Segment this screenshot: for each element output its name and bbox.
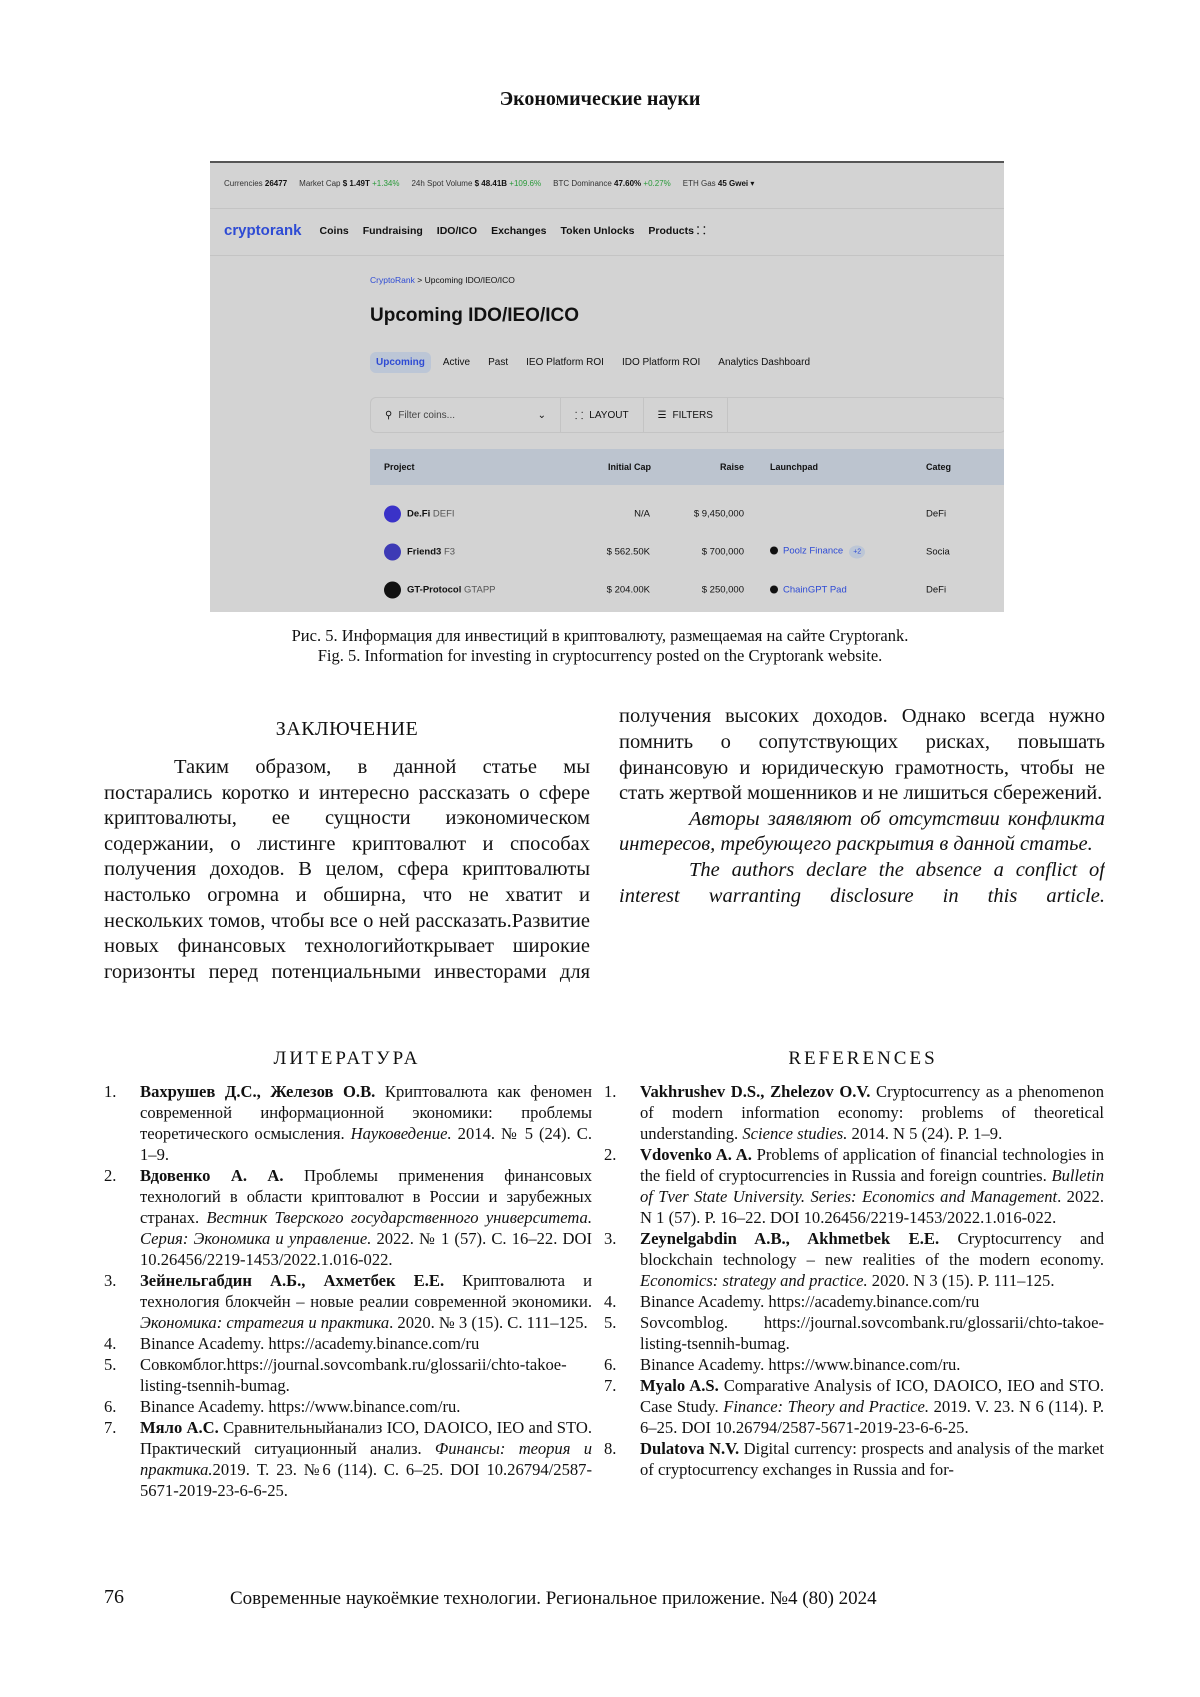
col-launchpad: Launchpad [770,462,819,472]
reference-item [604,1144,1104,1228]
filters-control [644,398,728,432]
reference-details: 2022. № 1 (57). С. 16–22. DOI 10.26456/2219-1453/2022.1.016-022. [140,1229,592,1269]
reference-item [104,1081,592,1165]
ticker-value: 47.60% [614,179,642,188]
reference-title: Сравнительныйанализ ICO, DAOICO, IEO and STO. Практический ситуационный анализ. [140,1418,592,1458]
reference-number: 3. [604,1229,617,1248]
ticker-value: $ 48.41B [474,179,508,188]
tab-analytics: Analytics Dashboard [718,357,811,368]
reference-text [640,1438,1104,1480]
reference-item [104,1165,592,1270]
reference-authors: Vakhrushev D.S., Zhelezov O.V. [640,1082,871,1101]
reference-title: Cryptocurrency and blockchain technology – new realities of the modern economy. [640,1229,1105,1269]
reference-number: 6. [604,1355,617,1374]
reference-journal: Вестник Тверского государственного университета. Серия: Экономика и управление. [140,1208,592,1248]
reference-item [104,1270,592,1333]
conclusion-col-right [619,704,1105,986]
project-name: Friend3 [407,546,442,558]
table-row [370,534,1004,570]
project-cell [384,582,496,599]
launchpad-link: Poolz Finance [783,545,844,557]
project-name: GT-Protocol [407,584,462,596]
tabs [370,352,816,373]
reference-text [140,1270,592,1333]
reference-authors: Zeynelgabdin A.B., Akhmetbek E.E. [640,1229,940,1248]
reference-title: Sovcomblog. https://journal.sovcombank.ru/glossarii/chto-takoe-listing-tsennih-bumag. [640,1313,1104,1353]
reference-title: Криптовалюта и технология блокчейн – новые реалии современной экономики. [140,1271,592,1311]
reference-number: 7. [104,1418,117,1437]
col-project: Project [384,462,415,472]
tab-ido-roi: IDO Platform ROI [621,357,701,368]
nav-products-label: Products [648,224,694,237]
figure-caption-en: Fig. 5. Information for investing in cryptocurrency posted on the Cryptorank website. [317,646,883,665]
reference-details: 2020. N 3 (15). P. 111–125. [867,1271,1055,1290]
cryptorank-logo: cryptorank [224,222,302,239]
grid-icon: ⸬ [696,224,706,237]
filter-coins [371,398,561,432]
project-ticker: GTAPP [461,584,496,596]
conclusion-col-left [104,755,590,985]
ticker-item [553,179,671,188]
category: DeFi [926,508,947,520]
col-category: Categ [926,462,952,472]
references-heading: REFERENCES [788,1048,938,1069]
reference-number: 1. [604,1082,617,1101]
ticker-label: ETH Gas [682,179,718,188]
reference-item [604,1375,1104,1438]
reference-text [140,1165,592,1270]
category: Socia [926,546,950,558]
reference-authors: Vdovenko A. A. [640,1145,752,1164]
project-name: De.Fi [407,508,431,520]
reference-journal: Finance: Theory and Practice. [723,1397,930,1416]
reference-item [604,1438,1104,1480]
breadcrumb-separator: > [417,275,423,285]
reference-item [604,1354,1104,1375]
col-initial-cap: Initial Cap [608,462,652,472]
nav-ido-ico: IDO/ICO [436,224,478,237]
launchpad-link: ChainGPT Pad [783,584,847,596]
reference-item [604,1228,1104,1291]
raise: $ 700,000 [701,546,744,558]
reference-text [140,1396,592,1417]
sliders-icon: ☰ [657,409,667,421]
dot-icon [770,586,778,594]
nav-coins: Coins [319,224,349,237]
filters-label: FILTERS [672,409,713,421]
nav-token-unlocks: Token Unlocks [560,224,635,237]
reference-text [640,1228,1104,1291]
search-icon: ⚲ [385,409,393,421]
references-en [604,1081,1104,1480]
reference-journal: Bulletin of Tver State University. Series: Economics and Management [640,1166,1104,1206]
reference-item [604,1312,1104,1354]
reference-number: 8. [604,1439,617,1458]
initial-cap: N/A [634,508,650,520]
more-badge: +2 [849,546,865,559]
ticker-value: 26477 [264,179,288,188]
reference-number: 1. [104,1082,117,1101]
tab-past: Past [488,357,509,368]
cryptorank-screenshot [210,161,1004,612]
reference-journal: Науковедение. [350,1124,452,1143]
figure-caption-ru: Рис. 5. Информация для инвестиций в криптовалюту, размещаемая на сайте Cryptorank. [291,626,909,645]
reference-text [140,1081,592,1165]
reference-details: 2019. V. 23. N 6 (114). P. 6–25. DOI 10.26794/2587-5671-2019-23-6-6-25. [640,1397,1104,1437]
reference-title: Binance Academy. https://academy.binance.com/ru [140,1334,480,1353]
reference-details: . 2022. N 1 (57). P. 16–22. DOI 10.26456/2219-1453/2022.1.016-022. [640,1187,1104,1227]
chevron-down-icon: ⌄ [537,409,546,421]
reference-text [640,1375,1104,1438]
page-title: Upcoming IDO/IEO/ICO [370,305,580,326]
col-raise: Raise [720,462,745,472]
coin-icon [384,506,401,523]
reference-title: Binance Academy. https://academy.binance.com/ru [640,1292,980,1311]
reference-authors: Вахрушев Д.С., Железов О.В. [140,1082,376,1101]
ticker-label: BTC Dominance [553,179,615,188]
nav-fundraising: Fundraising [362,224,423,237]
category: DeFi [926,584,947,596]
ticker-label: 24h Spot Volume [411,179,475,188]
ticker-change: +109.6% [507,179,542,188]
ticker-item [299,179,399,188]
tab-upcoming: Upcoming [370,352,431,373]
reference-title: Совкомблог.https://journal.sovcombank.ru/glossarii/chto-takoe-listing-tsennih-bumag. [140,1355,567,1395]
reference-details: . 2020. № 3 (15). С. 111–125. [389,1313,588,1332]
reference-title: Binance Academy. https://www.binance.com/ru. [640,1355,961,1374]
reference-text [640,1291,1104,1312]
references-ru [104,1081,592,1501]
dot-icon [770,547,778,555]
reference-details: 2014. N 5 (24). P. 1–9. [847,1124,1003,1143]
launchpad-cell [770,585,847,596]
reference-item [104,1333,592,1354]
ticker-value: $ 1.49T [342,179,370,188]
layout-label: LAYOUT [589,409,629,421]
coin-icon [384,582,401,599]
reference-title: Cryptocurrency as a phenomenon of modern information economy: problems of theoretical understanding. [640,1082,1104,1143]
literature-heading: ЛИТЕРАТУРА [273,1048,421,1069]
reference-item [604,1291,1104,1312]
breadcrumb-root: CryptoRank [370,275,415,285]
reference-title: Проблемы применения финансовых технологий в области криптовалют в России и зарубежных странах. [140,1166,593,1227]
table-header [370,449,1004,485]
project-ticker: F3 [441,546,456,558]
ticker-item [683,179,755,188]
top-nav [224,222,706,239]
raise: $ 250,000 [701,584,744,596]
reference-number: 5. [604,1313,617,1332]
reference-item [604,1081,1104,1144]
ticker-item [224,179,287,188]
coin-icon [384,544,401,561]
project-ticker: DEFI [430,508,455,520]
ticker-change: +0.27% [641,179,671,188]
market-ticker [224,179,766,188]
reference-title: Comparative Analysis of ICO, DAOICO, IEO and STO. Case Study. [640,1376,1104,1416]
reference-text [640,1312,1104,1354]
layout-control [561,398,644,432]
nav-exchanges: Exchanges [491,224,547,237]
reference-item [104,1417,592,1501]
reference-journal: Science studies. [742,1124,848,1143]
page-number: 76 [104,1586,124,1608]
table-row [370,572,1004,608]
reference-details: 2014. № 5 (24). С. 1–9. [140,1124,592,1164]
initial-cap: $ 204.00K [606,584,650,596]
ticker-value: 45 Gwei ▾ [717,179,755,188]
reference-number: 2. [104,1166,117,1185]
conflict-ru: Авторы заявляют об отсутствии конфликта интересов, требующего раскрытия в данной статье. [619,807,1105,856]
reference-journal: Финансы: теория и практика. [140,1439,592,1479]
project-cell [384,544,455,561]
project-cell [384,506,455,523]
raise: $ 9,450,000 [693,508,744,520]
reference-number: 3. [104,1271,117,1290]
conclusion-heading: ЗАКЛЮЧЕНИЕ [275,718,419,740]
nav-products [648,224,705,238]
divider [210,208,1004,209]
reference-authors: Dulatova N.V. [640,1439,740,1458]
reference-number: 7. [604,1376,617,1395]
reference-title: Binance Academy. https://www.binance.com/ru. [140,1397,461,1416]
conflict-en: The authors declare the absence a conflict of interest warranting disclosure in this article. [619,858,1105,907]
reference-text [640,1081,1104,1144]
section-header: Экономические науки [499,88,701,110]
reference-number: 4. [104,1334,117,1353]
reference-title: Digital currency: prospects and analysis of the market of cryptocurrency exchanges in Russia and for- [640,1439,1105,1479]
reference-text [640,1144,1104,1228]
reference-journal: Economics: strategy and practice. [640,1271,868,1290]
reference-item [104,1396,592,1417]
reference-authors: Мяло А.С. [140,1418,219,1437]
tab-active: Active [442,357,471,368]
breadcrumb-current: Upcoming IDO/IEO/ICO [424,275,515,285]
ticker-label: Currencies [224,179,265,188]
reference-number: 2. [604,1145,617,1164]
divider [210,255,1004,256]
ticker-label: Market Cap [299,179,343,188]
reference-journal: Экономика: стратегия и практика [140,1313,390,1332]
reference-title: Криптовалюта как феномен современной информационной экономики: проблемы теоретического осмысления. [140,1082,592,1143]
reference-item [104,1354,592,1396]
tab-ieo-roi: IEO Platform ROI [526,357,604,368]
conclusion-text: Таким образом, в данной статье мы постарались коротко и интересно рассказать о сфере криптовалюты, ее сущности иэкономическом содержании, о листинге криптовалют и способах получения доходов. В целом, сфера криптовалюты настолько огромна и обширна, что не хватит и нескольких томов, чтобы все о ней рассказать.Развитие новых финансовых технологийоткрывает широкие горизонты перед потенциальными инвесторами для [104,756,590,983]
table-row [370,496,1004,532]
ticker-item [411,179,541,188]
reference-number: 6. [104,1397,117,1416]
reference-text [640,1354,1104,1375]
filter-bar [370,397,1004,433]
reference-text [140,1333,592,1354]
launchpad-cell [770,546,865,559]
reference-details: 2019. Т. 23. №6 (114). С. 6–25. DOI 10.26794/2587-5671-2019-23-6-6-25. [140,1460,592,1500]
ticker-change: +1.34% [369,179,400,188]
layout-icon: ⸬ [575,411,584,422]
reference-authors: Myalo A.S. [640,1376,719,1395]
reference-title: Problems of application of financial technologies in the field of cryptocurrencies in Russia and foreign countries. [640,1145,1104,1185]
reference-authors: Зейнельгабдин А.Б., Ахметбек Е.Е. [140,1271,445,1290]
conclusion-continued: получения высоких доходов. Однако всегда нужно помнить о сопутствующих рисках, повышать финансовую и юридическую грамотность, чтобы не стать жертвой мошенников и не лишиться сбережений. [619,705,1105,805]
reference-text [140,1417,592,1501]
filter-placeholder: Filter coins... [398,409,456,421]
initial-cap: $ 562.50K [606,546,650,558]
reference-number: 4. [604,1292,617,1311]
journal-footer: Современные наукоёмкие технологии. Региональное приложение. №4 (80) 2024 [230,1588,877,1609]
reference-number: 5. [104,1355,117,1374]
breadcrumb [370,275,515,285]
reference-text [140,1354,592,1396]
reference-authors: Вдовенко А. А. [140,1166,284,1185]
